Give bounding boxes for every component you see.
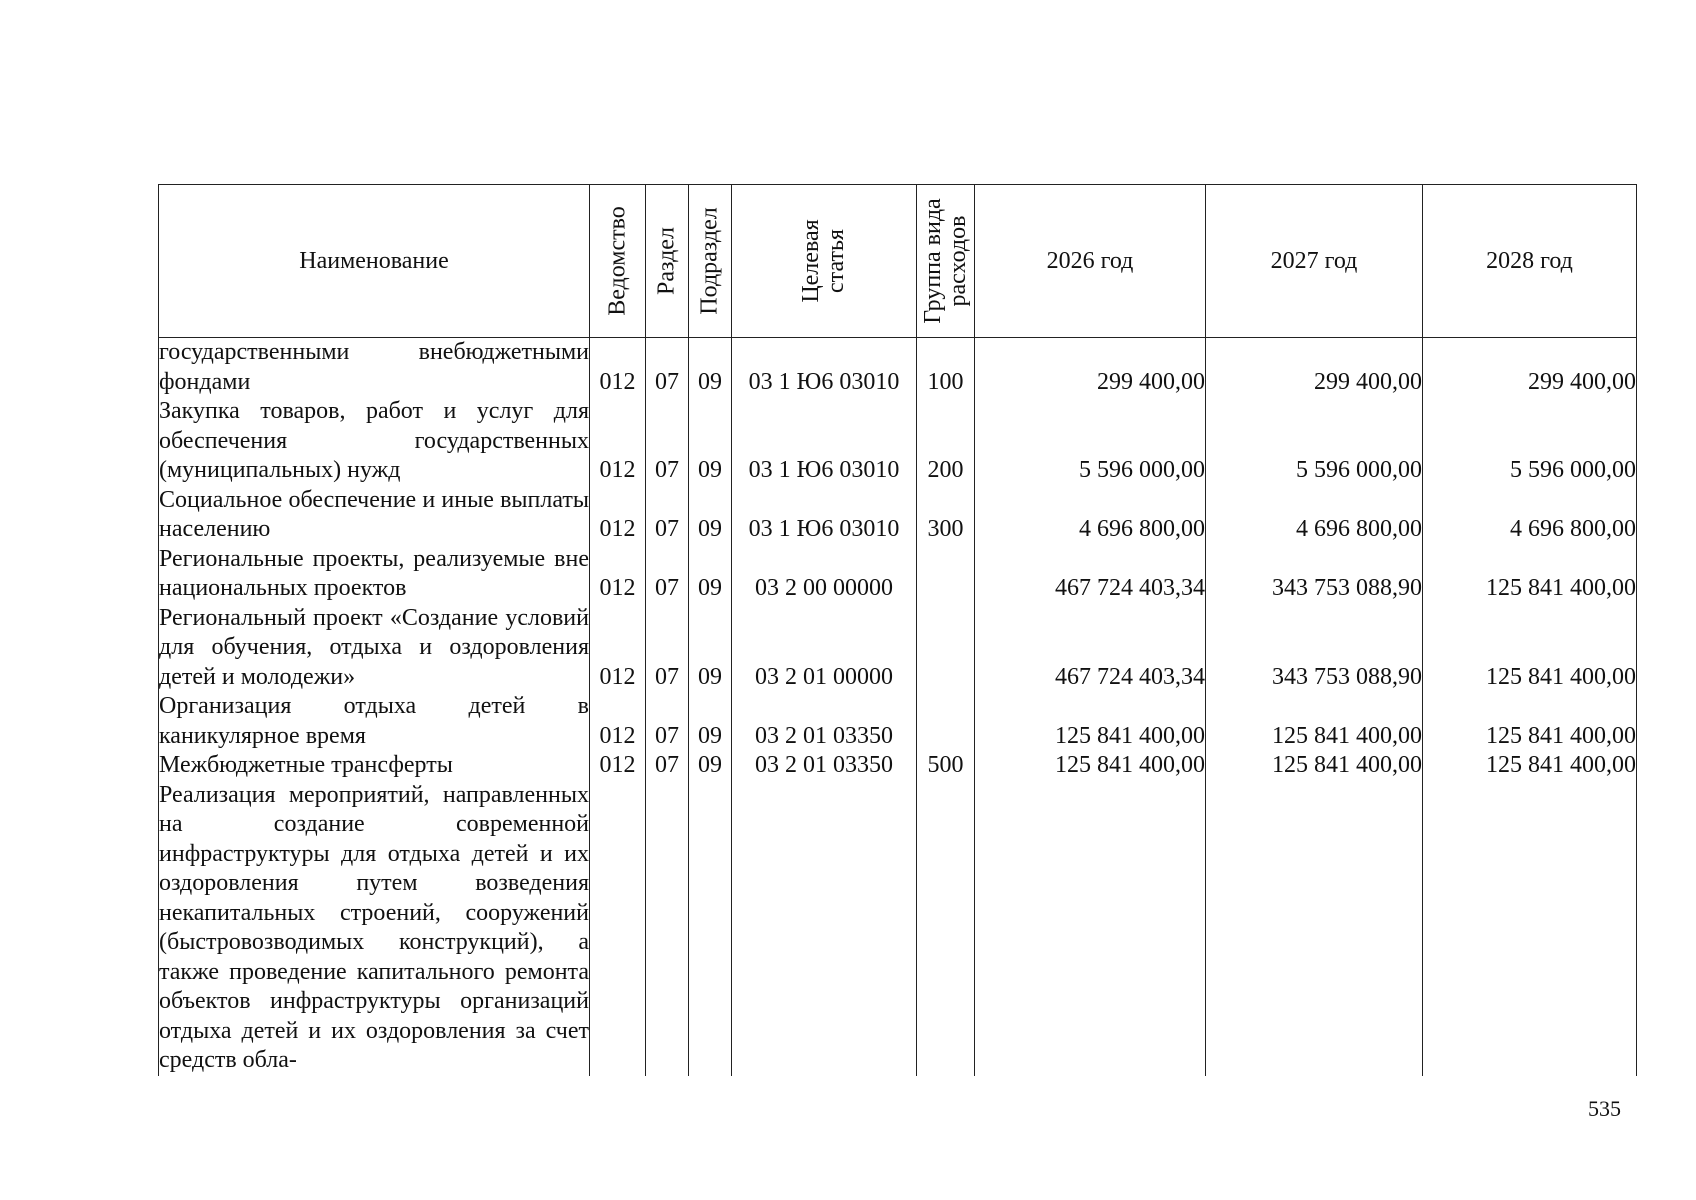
cell-2027: 299 400,00 [1206,338,1423,398]
cell-2027: 343 753 088,90 [1206,604,1423,693]
header-razdel [646,185,689,338]
table-header-row [159,185,1637,338]
cell-razdel: 07 [646,692,689,751]
cell-2026: 467 724 403,34 [975,604,1206,693]
header-celevaya-statya [732,185,917,338]
cell-razdel [646,781,689,1076]
cell-2027: 5 596 000,00 [1206,397,1423,486]
cell-razdel: 07 [646,751,689,781]
cell-name: Региональные проекты, реализуемые вне национальных проектов [159,545,590,604]
cell-celevaya-statya: 03 2 01 00000 [732,604,917,693]
cell-gruppa-vida-rashodov [917,545,975,604]
cell-name: Региональный проект «Создание условий для обучения, отдыха и оздоровления детей и молодежи» [159,604,590,693]
cell-2026: 4 696 800,00 [975,486,1206,545]
budget-table [158,184,1637,1076]
header-2028: 2028 год [1423,185,1637,338]
header-gruppa-vida-rashodov-label: Группа вида расходов [919,198,971,324]
table-row [159,545,1637,604]
cell-podrazdel: 09 [689,604,732,693]
cell-2026: 299 400,00 [975,338,1206,398]
header-2027: 2027 год [1206,185,1423,338]
cell-podrazdel [689,781,732,1076]
cell-vedomstvo [590,781,646,1076]
cell-gruppa-vida-rashodov: 100 [917,338,975,398]
cell-podrazdel: 09 [689,545,732,604]
table-row [159,338,1637,398]
cell-name: Организация отдыха детей в каникулярное время [159,692,590,751]
cell-name: Закупка товаров, работ и услуг для обеспечения государственных (муниципальных) нужд [159,397,590,486]
header-celevaya-statya-label: Целевая статья [797,219,849,303]
header-2026: 2026 год [975,185,1206,338]
cell-name: Реализация мероприятий, направленных на создание современной инфраструктуры для отдыха детей и их оздоровления путем возведения некапитальных строений, сооружений (быстровозводимых конструкций), а также проведение капитального ремонта объектов инфраструктуры организаций отдыха детей и их оздоровления за счет средств обла- [159,781,590,1076]
cell-2026: 467 724 403,34 [975,545,1206,604]
cell-celevaya-statya [732,781,917,1076]
cell-razdel: 07 [646,397,689,486]
table-row [159,781,1637,1076]
table-row [159,692,1637,751]
table-row [159,486,1637,545]
cell-2027: 125 841 400,00 [1206,692,1423,751]
cell-razdel: 07 [646,486,689,545]
header-razdel-label: Раздел [653,227,680,295]
cell-2026: 125 841 400,00 [975,751,1206,781]
cell-vedomstvo: 012 [590,604,646,693]
cell-2027: 125 841 400,00 [1206,751,1423,781]
cell-name: государственными внебюджетными фондами [159,338,590,398]
cell-2028: 125 841 400,00 [1423,545,1637,604]
cell-celevaya-statya: 03 1 Ю6 03010 [732,397,917,486]
page-number: 535 [1588,1096,1621,1121]
cell-2028: 299 400,00 [1423,338,1637,398]
table-row [159,604,1637,693]
header-name: Наименование [159,185,590,338]
cell-gruppa-vida-rashodov: 500 [917,751,975,781]
cell-razdel: 07 [646,604,689,693]
cell-vedomstvo: 012 [590,692,646,751]
cell-gruppa-vida-rashodov: 200 [917,397,975,486]
cell-razdel: 07 [646,545,689,604]
cell-celevaya-statya: 03 2 01 03350 [732,751,917,781]
cell-2026: 5 596 000,00 [975,397,1206,486]
header-podrazdel [689,185,732,338]
header-podrazdel-label: Подраздел [696,207,723,315]
header-vedomstvo-label: Ведомство [603,206,630,316]
cell-2028: 125 841 400,00 [1423,692,1637,751]
cell-podrazdel: 09 [689,751,732,781]
cell-2028: 125 841 400,00 [1423,751,1637,781]
table-row [159,397,1637,486]
cell-gruppa-vida-rashodov [917,781,975,1076]
cell-2027 [1206,781,1423,1076]
cell-2026: 125 841 400,00 [975,692,1206,751]
cell-celevaya-statya: 03 1 Ю6 03010 [732,338,917,398]
cell-vedomstvo: 012 [590,545,646,604]
cell-podrazdel: 09 [689,692,732,751]
cell-podrazdel: 09 [689,397,732,486]
cell-celevaya-statya: 03 2 01 03350 [732,692,917,751]
header-gruppa-vida-rashodov [917,185,975,338]
cell-gruppa-vida-rashodov [917,604,975,693]
table-row [159,751,1637,781]
cell-2026 [975,781,1206,1076]
cell-vedomstvo: 012 [590,486,646,545]
cell-2028: 125 841 400,00 [1423,604,1637,693]
cell-2027: 343 753 088,90 [1206,545,1423,604]
cell-vedomstvo: 012 [590,397,646,486]
cell-2028: 4 696 800,00 [1423,486,1637,545]
cell-vedomstvo: 012 [590,338,646,398]
cell-podrazdel: 09 [689,486,732,545]
cell-celevaya-statya: 03 1 Ю6 03010 [732,486,917,545]
cell-vedomstvo: 012 [590,751,646,781]
cell-gruppa-vida-rashodov: 300 [917,486,975,545]
header-vedomstvo [590,185,646,338]
cell-2028 [1423,781,1637,1076]
cell-gruppa-vida-rashodov [917,692,975,751]
cell-name: Межбюджетные трансферты [159,751,590,781]
table-body [159,338,1637,1076]
cell-podrazdel: 09 [689,338,732,398]
cell-2028: 5 596 000,00 [1423,397,1637,486]
cell-2027: 4 696 800,00 [1206,486,1423,545]
cell-celevaya-statya: 03 2 00 00000 [732,545,917,604]
cell-razdel: 07 [646,338,689,398]
cell-name: Социальное обеспечение и иные выплаты населению [159,486,590,545]
